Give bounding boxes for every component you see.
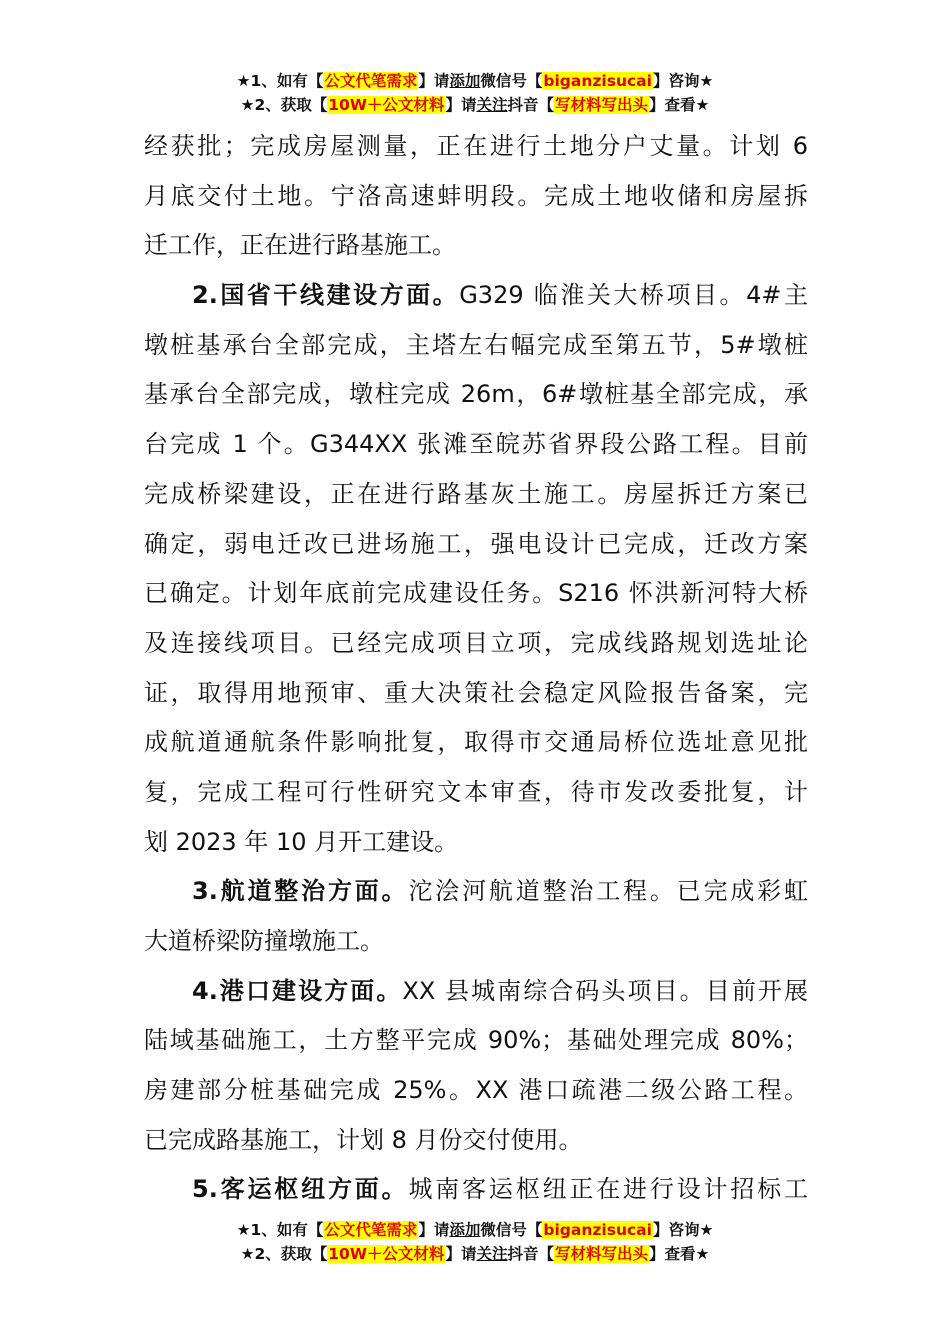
banner-highlight: biganzisucai (543, 72, 652, 90)
section-heading: 4.港口建设方面。 (192, 976, 403, 1005)
banner-text: 】咨询★ (652, 72, 714, 90)
banner-text: 】查看★ (649, 1245, 710, 1263)
banner-text: ★1、如有【 (236, 1221, 324, 1239)
text-line: 台完成 1 个。G344XX 张滩至皖苏省界段公路工程。目前 (144, 430, 808, 459)
text-line: 房建部分桩基础完成 25%。XX 港口疏港二级公路工程。 (144, 1076, 808, 1105)
text-line: 陆域基础施工，土方整平完成 90%；基础处理完成 80%； (144, 1026, 808, 1055)
text-line: 迁工作，正在进行路基施工。 (144, 231, 456, 260)
banner-highlight: 公文代笔需求 (324, 72, 418, 90)
banner-highlight: biganzisucai (543, 1221, 652, 1239)
banner-highlight: 10W＋公文材料 (328, 1245, 445, 1263)
banner-text: 抖音【 (507, 96, 554, 114)
section-heading: 2.国省干线建设方面。 (192, 281, 460, 310)
top-banner (0, 69, 950, 117)
bottom-banner (0, 1218, 950, 1266)
banner-text: 】查看★ (649, 96, 710, 114)
text-line: 确定，弱电迁改已进场施工，强电设计已完成，迁改方案 (144, 529, 808, 558)
banner-text: 】请 (445, 1245, 477, 1263)
text-line: 经获批；完成房屋测量，正在进行土地分户丈量。计划 6 (144, 132, 808, 160)
banner-highlight: 10W＋公文材料 (328, 96, 445, 114)
banner-text: 】请 (418, 72, 450, 90)
text-line: 完成桥梁建设，正在进行路基灰土施工。房屋拆迁方案已 (144, 479, 808, 508)
section-line (144, 1165, 808, 1215)
text-line: 划 2023 年 10 月开工建设。 (144, 827, 459, 856)
text-line: 已完成路基施工，计划 8 月份交付使用。 (144, 1125, 583, 1154)
banner-text: ★2、获取【 (240, 96, 328, 114)
section-text: XX 县城南综合码头项目。目前开展 (402, 976, 808, 1005)
banner-text: 】咨询★ (652, 1221, 714, 1239)
banner-highlight: 写材料写出头 (554, 96, 648, 114)
section-text: G329 临淮关大桥项目。4#主 (459, 281, 808, 310)
section-line (144, 967, 808, 1017)
section-heading: 5.客运枢纽方面。 (192, 1175, 409, 1204)
banner-underlined-text: 关注 (476, 1245, 508, 1263)
banner-text: 抖音【 (507, 1245, 554, 1263)
section-line (144, 271, 808, 321)
banner-highlight: 公文代笔需求 (324, 1221, 418, 1239)
text-line: 月底交付土地。宁洛高速蚌明段。完成土地收储和房屋拆 (144, 181, 808, 210)
banner-underlined-text: 添加 (449, 1221, 481, 1239)
text-line: 墩桩基承台全部完成，主塔左右幅完成至第五节，5#墩桩 (144, 330, 808, 359)
banner-row-1 (0, 69, 950, 93)
section-text: 城南客运枢纽正在进行设计招标工 (408, 1175, 809, 1204)
banner-text: ★2、获取【 (240, 1245, 328, 1263)
banner-highlight: 写材料写出头 (554, 1245, 648, 1263)
section-heading: 3.航道整治方面。 (192, 877, 409, 906)
section-text: 沱浍河航道整治工程。已完成彩虹 (408, 877, 809, 906)
banner-row-2 (0, 1242, 950, 1266)
banner-underlined-text: 关注 (476, 96, 508, 114)
banner-text: 】请 (445, 96, 477, 114)
banner-row-1 (0, 1218, 950, 1242)
text-line: 基承台全部完成，墩柱完成 26m，6#墩桩基全部完成，承 (144, 380, 808, 409)
text-line: 复，完成工程可行性研究文本审查，待市发改委批复，计 (144, 777, 808, 806)
banner-text: 微信号【 (480, 1221, 543, 1239)
banner-underlined-text: 添加 (449, 72, 481, 90)
text-line: 大道桥梁防撞墩施工。 (144, 927, 384, 955)
text-line: 及连接线项目。已经完成项目立项，完成线路规划选址论 (144, 628, 808, 657)
banner-text: 微信号【 (480, 72, 543, 90)
document-body (144, 122, 808, 1215)
text-line: 成航道通航条件影响批复，取得市交通局桥位选址意见批 (144, 728, 808, 757)
banner-text: ★1、如有【 (236, 72, 324, 90)
text-line: 已确定。计划年底前完成建设任务。S216 怀洪新河特大桥 (144, 579, 808, 608)
banner-text: 】请 (418, 1221, 450, 1239)
text-line: 证，取得用地预审、重大决策社会稳定风险报告备案，完 (144, 678, 808, 707)
banner-row-2 (0, 93, 950, 117)
section-line (144, 867, 808, 917)
